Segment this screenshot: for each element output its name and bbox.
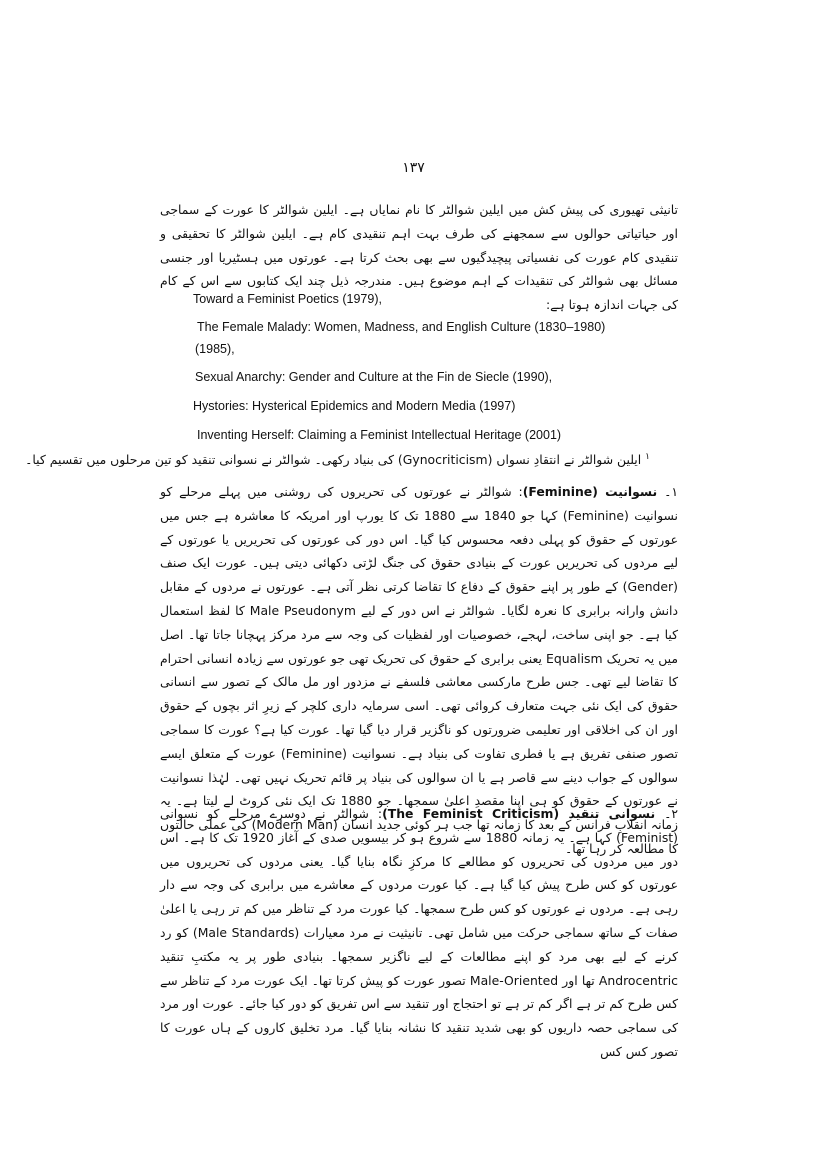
section-2 bbox=[160, 802, 678, 1064]
section-1-body: : شوالٹر نے عورتوں کی تحریروں کی روشنی میں پہلے مرحلے کو نسوانیت (Feminine) کہا جو 1840 سے 1880 تک کا یورپ اور امریکہ کا معاشرہ ہے جس میں عورتوں کے حقوق کو پہلی دفعہ محسوس کیا گیا۔ اس دور کی عورتوں کی تحریریں یا عورتوں کے لیے مردوں کی تحریریں عورت کے بنیادی حقوق کی جنگ لڑتی دکھائی دیتی ہیں۔ عورت ایک صنف (Gender) کے طور پر اپنے حقوق کے دفاع کا تقاضا کرتی نظر آتی ہے۔ عورتوں نے مردوں کے مقابل دانش وارانہ برابری کا نعرہ لگایا۔ شوالٹر نے اس دور کے لیے Male Pseudonym کا لفظ استعمال کیا ہے۔ جو اپنی ساخت، لہجے، خصوصیات اور لفظیات کی وجہ سے مرد مرکز پہچانا جاتا تھا۔ اصل میں یہ تحریک Equalism یعنی برابری کے حقوق کی تحریک تھی جو عورتوں سے زیادہ انسانی احترام کا تقاضا لیے تھی۔ جس طرح مارکسی معاشی فلسفے نے مزدور اور مل مالک کے تصور سے انسانی حقوق کی ایک نئی جہت متعارف کروائی تھی۔ اسی سرمایہ داری کلچر کے زیرِ اثر بچوں کے حقوق اور ان کی اخلاقی اور تعلیمی ضرورتوں کو ناگزیر قرار دیا گیا تھا۔ عورت کیا ہے؟ عورت کا سماجی تصور صنفی تفریق ہے یا فطری تفاوت کی بنیاد ہے۔ نسوانیت (Feminine) عورت کے متعلق ایسے سوالوں کے جواب دینے سے قاصر ہے یا ان سوالوں کی بنیاد پر قائم تحریک نہیں تھی۔ لہٰذا نسوانیت نے عورتوں کے حقوق کو ہی اپنا مقصدِ اعلیٰ سمجھا۔ جو 1880 تک ایک نئی کروٹ لے لیتا ہے۔ یہ زمانہ انقلابِ فرانس کے بعد کا زمانہ تھا جب ہر کوئی جدید انسان (Modern Man) کی عملی حالتوں کا مطالعہ کر رہا تھا۔ bbox=[160, 484, 679, 856]
section-2-heading: نسوانی تنقید (The Feminist Criticism) bbox=[382, 806, 656, 821]
section-1-number: ۱۔ bbox=[664, 484, 678, 499]
footnote-mark: ۱ bbox=[645, 452, 650, 462]
book-item: Toward a Feminist Poetics (1979), bbox=[193, 292, 382, 306]
gyno-line-text: ایلین شوالٹر نے انتقادِ نسواں (Gynocriticism) کی بنیاد رکھی۔ شوالٹر نے نسوانی تنقید کو تین مرحلوں میں تقسیم کیا۔ bbox=[25, 452, 642, 468]
section-1-heading: نسوانیت (Feminine) bbox=[522, 484, 658, 499]
section-2-paragraph bbox=[160, 802, 678, 1064]
intro-paragraph: تانیثی تھیوری کی پیش کش میں ایلین شوالٹر کا نام نمایاں ہے۔ ایلین شوالٹر کا عورت کے سماجی اور حیاتیاتی حوالوں سے سمجھنے کی طرف بہت اہم تنقیدی کام ہے۔ ایلین شوالٹر کا تحقیقی و تنقیدی کام عورت کی نفسیاتی پیچیدگیوں سے بھی بحث کرتا ہے۔ عورتوں میں ہسٹیریا اور جنسی مسائل بھی شوالٹر کی تنقیدات کے اہم موضوع ہیں۔ مندرجہ ذیل چند ایک کتابوں سے اس کے کام کی جہات اندازہ ہوتا ہے: bbox=[160, 202, 678, 313]
section-2-body: : شوالٹر نے دوسرے مرحلے کو نسوانی (Feminist) کہا ہے۔ یہ زمانہ 1880 سے شروع ہو کر بیسویں صدی کے آغاز 1920 تک کا ہے۔ اس دور میں مردوں کی تحریروں کو مطالعے کا مرکزِ نگاہ بنایا گیا۔ یعنی مردوں کی تحریروں میں عورتوں کو کس طرح پیش کیا گیا ہے۔ کیا عورت مردوں کے معاشرے میں برابری کی وجہ سے دار رہی ہے۔ مردوں نے عورتوں کو کس طرح سمجھا۔ کیا عورت مرد کے تناظر میں کم تر رہی یا اعلیٰ صفات کے ساتھ سماجی حرکت میں شامل تھی۔ تانیثیت نے مرد معیارات (Male Standards) کو رد کرنے کے لیے بھی مرد کو اپنے مطالعات کے لیے ناگزیر سمجھا۔ بنیادی طور پر یہ مکتبِ تنقید Androcentric تھا اور Male-Oriented تصور عورت کو پیش کرتا تھا۔ ایک عورت مرد کے تناظر سے کس طرح کم تر ہے اگر کم تر ہے تو احتجاج اور تنقید سے اس تفریق کو دور کیا جائے۔ عورت اور مرد کی سماجی حصہ داریوں کو بھی شدید تنقید کا نشانہ بنایا گیا۔ مرد تخلیق کاروں کے ہاں عورت کا تصور کس کس bbox=[160, 806, 678, 1059]
book-item: (1985), bbox=[195, 342, 235, 356]
book-item: Hystories: Hysterical Epidemics and Modern Media (1997) bbox=[193, 399, 516, 413]
gyno-line-block bbox=[25, 452, 650, 468]
section-2-number: ۲۔ bbox=[664, 806, 678, 821]
gyno-line bbox=[25, 452, 650, 468]
book-item: Sexual Anarchy: Gender and Culture at the Fin de Siecle (1990), bbox=[195, 370, 553, 384]
book-item: The Female Malady: Women, Madness, and English Culture (1830–1980) bbox=[197, 320, 606, 334]
page-number: ۱۳۷ bbox=[402, 160, 425, 176]
book-item: Inventing Herself: Claiming a Feminist Intellectual Heritage (2001) bbox=[197, 428, 562, 442]
